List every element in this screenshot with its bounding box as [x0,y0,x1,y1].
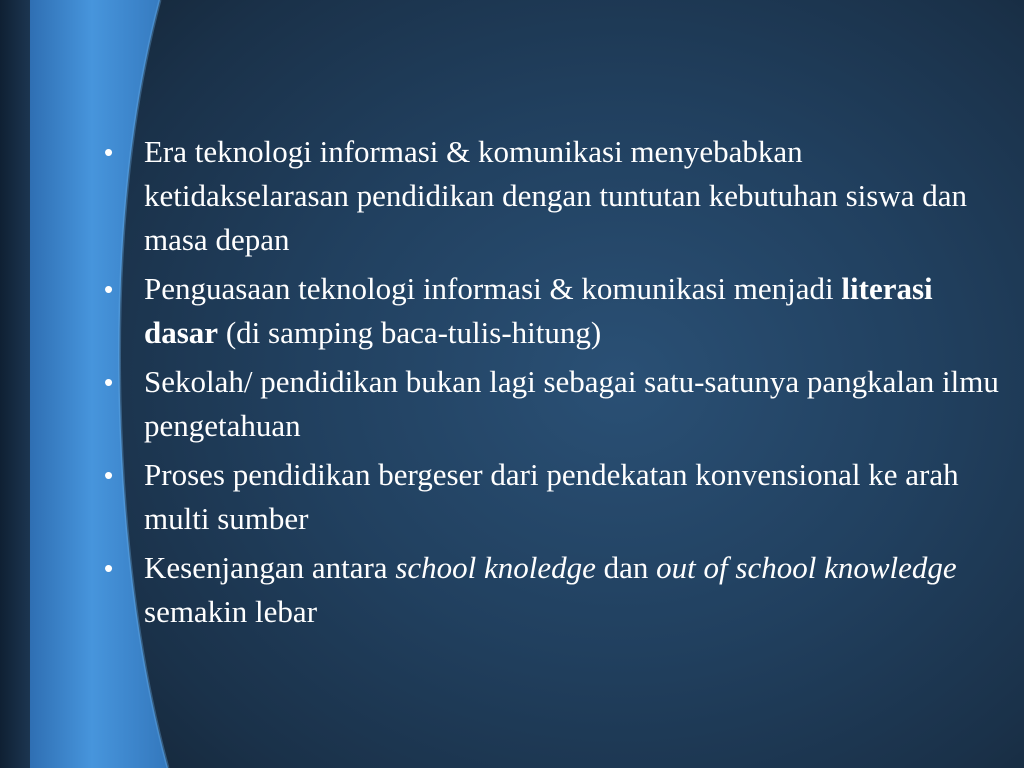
italic-text-run: school knoledge [395,550,596,585]
bullet-text [144,271,933,350]
bullet-text [144,134,967,257]
italic-text-run: out of school knowledge [656,550,957,585]
text-run: semakin lebar [144,594,318,629]
bullet-marker: • [104,137,114,167]
bullet-marker: • [104,274,114,304]
bold-text-run: literasi dasar [144,271,933,350]
bullet-marker: • [104,460,114,490]
bullet-item [100,453,1010,541]
text-run: dan [595,550,657,585]
text-run: (di samping baca-tulis-hitung) [218,315,602,350]
text-run: Era teknologi informasi & komunikasi menyebabkan ketidakselarasan pendidikan dengan tuntutan kebutuhan siswa dan masa depan [144,134,967,257]
bullet-item [100,267,1010,355]
text-run: Sekolah/ pendidikan bukan lagi sebagai satu-satunya pangkalan ilmu pengetahuan [144,364,999,443]
text-run: Proses pendidikan bergeser dari pendekatan konvensional ke arah multi sumber [144,457,959,536]
bullet-text [144,364,999,443]
text-run: Penguasaan teknologi informasi & komunikasi menjadi [144,271,842,306]
bullet-marker: • [104,553,114,583]
left-edge-strip [0,0,30,768]
text-run: Kesenjangan antara [144,550,396,585]
bullet-item [100,130,1010,262]
bullet-text [144,457,959,536]
bullet-item [100,546,1010,634]
bullet-text [144,550,957,629]
bullet-list [100,130,1010,639]
bullet-item [100,360,1010,448]
bullet-marker: • [104,367,114,397]
